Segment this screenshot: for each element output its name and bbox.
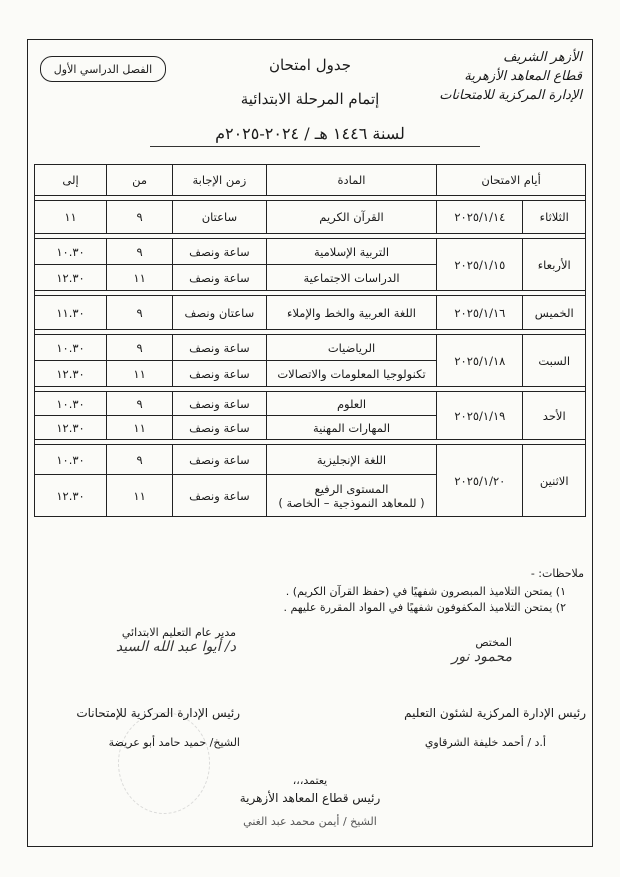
subject-cell: تكنولوجيا المعلومات والاتصالات bbox=[266, 361, 436, 387]
from-cell: ٩ bbox=[107, 335, 173, 361]
to-cell: ١١ bbox=[35, 201, 107, 234]
from-cell: ٩ bbox=[107, 239, 173, 265]
duration-cell: ساعة ونصف bbox=[173, 335, 267, 361]
subject-cell: اللغة العربية والخط والإملاء bbox=[266, 296, 436, 330]
to-cell: ١٠.٣٠ bbox=[35, 335, 107, 361]
specialist-title: المختص bbox=[475, 636, 512, 649]
date-cell: ٢٠٢٥/١/١٤ bbox=[437, 201, 523, 234]
col-from: من bbox=[107, 165, 173, 196]
logo-line-2: قطاع المعاهد الأزهرية bbox=[464, 69, 582, 84]
from-cell: ٩ bbox=[107, 296, 173, 330]
education-head-signature bbox=[346, 706, 586, 749]
from-cell: ١١ bbox=[107, 265, 173, 291]
duration-cell: ساعة ونصف bbox=[173, 475, 267, 517]
from-cell: ١١ bbox=[107, 416, 173, 440]
duration-cell: ساعتان bbox=[173, 201, 267, 234]
director-title: مدير عام التعليم الابتدائي bbox=[121, 626, 236, 639]
to-cell: ١١.٣٠ bbox=[35, 296, 107, 330]
table-row bbox=[35, 335, 586, 361]
from-cell: ١١ bbox=[107, 475, 173, 517]
sector-head-name: الشيخ / أيمن محمد عبد الغني bbox=[243, 815, 377, 828]
subject-cell: اللغة الإنجليزية bbox=[266, 445, 436, 475]
col-subject: المادة bbox=[266, 165, 436, 196]
day-cell: الأربعاء bbox=[523, 239, 586, 291]
note-item: ١) يمتحن التلاميذ المبصرون شفهيًا في (حفظ القرآن الكريم) . bbox=[285, 585, 566, 598]
sector-head-signature bbox=[200, 774, 420, 828]
from-cell: ١١ bbox=[107, 361, 173, 387]
duration-cell: ساعة ونصف bbox=[173, 416, 267, 440]
duration-cell: ساعتان ونصف bbox=[173, 296, 267, 330]
col-duration: زمن الإجابة bbox=[173, 165, 267, 196]
notes-title: ملاحظات: - bbox=[530, 567, 584, 580]
from-cell: ٩ bbox=[107, 201, 173, 234]
table-row bbox=[35, 392, 586, 416]
table-row bbox=[35, 296, 586, 330]
specialist-name: محمود نور bbox=[451, 649, 512, 665]
date-cell: ٢٠٢٥/١/١٩ bbox=[437, 392, 523, 440]
subject-note: ( للمعاهد النموذجية – الخاصة ) bbox=[278, 495, 425, 510]
table-header-row bbox=[35, 165, 586, 196]
day-cell: الاثنين bbox=[523, 445, 586, 517]
exams-head-signature bbox=[40, 706, 240, 749]
duration-cell: ساعة ونصف bbox=[173, 445, 267, 475]
date-cell: ٢٠٢٥/١/٢٠ bbox=[437, 445, 523, 517]
subject-cell: العلوم bbox=[266, 392, 436, 416]
specialist-signature bbox=[392, 636, 512, 665]
from-cell: ٩ bbox=[107, 392, 173, 416]
academic-year: لسنة ١٤٤٦ هـ / ٢٠٢٤-٢٠٢٥م bbox=[215, 124, 405, 143]
logo-line-1: الأزهر الشريف bbox=[503, 50, 582, 65]
exam-schedule-table bbox=[34, 164, 586, 517]
semester-badge: الفصل الدراسي الأول bbox=[40, 56, 166, 82]
notes-section bbox=[24, 566, 584, 616]
duration-cell: ساعة ونصف bbox=[173, 392, 267, 416]
duration-cell: ساعة ونصف bbox=[173, 361, 267, 387]
day-cell: الخميس bbox=[523, 296, 586, 330]
page-subtitle: إتمام المرحلة الابتدائية bbox=[240, 90, 380, 108]
duration-cell: ساعة ونصف bbox=[173, 239, 267, 265]
col-to: إلى bbox=[35, 165, 107, 196]
subject-cell: المهارات المهنية bbox=[266, 416, 436, 440]
approve-label: يعتمد،،، bbox=[292, 774, 328, 787]
subject-cell: الدراسات الاجتماعية bbox=[266, 265, 436, 291]
note-item: ٢) يمتحن التلاميذ المكفوفون شفهيًا في المواد المقررة عليهم . bbox=[283, 601, 566, 614]
director-name: د/ أيوا عبد الله السيد bbox=[115, 639, 236, 655]
from-cell: ٩ bbox=[107, 445, 173, 475]
duration-cell: ساعة ونصف bbox=[173, 265, 267, 291]
day-cell: الأحد bbox=[523, 392, 586, 440]
education-head-title: رئيس الإدارة المركزية لشئون التعليم bbox=[404, 706, 586, 720]
education-head-name: أ.د / أحمد خليفة الشرقاوي bbox=[424, 736, 546, 749]
table-row bbox=[35, 445, 586, 475]
table-row bbox=[35, 201, 586, 234]
to-cell: ١٠.٣٠ bbox=[35, 445, 107, 475]
date-cell: ٢٠٢٥/١/١٦ bbox=[437, 296, 523, 330]
to-cell: ١٠.٣٠ bbox=[35, 392, 107, 416]
table-row bbox=[35, 239, 586, 265]
sector-head-title: رئيس قطاع المعاهد الأزهرية bbox=[239, 791, 381, 805]
subject-cell: القرآن الكريم bbox=[266, 201, 436, 234]
to-cell: ١٢.٣٠ bbox=[35, 361, 107, 387]
exams-head-title: رئيس الإدارة المركزية للإمتحانات bbox=[76, 706, 240, 720]
date-cell: ٢٠٢٥/١/١٨ bbox=[437, 335, 523, 387]
to-cell: ١٢.٣٠ bbox=[35, 475, 107, 517]
director-signature bbox=[56, 626, 236, 655]
to-cell: ١٢.٣٠ bbox=[35, 265, 107, 291]
col-days: أيام الامتحان bbox=[437, 165, 586, 196]
subject-cell bbox=[266, 475, 436, 517]
logo-line-3: الإدارة المركزية للامتحانات bbox=[439, 88, 582, 103]
day-cell: الثلاثاء bbox=[523, 201, 586, 234]
azhar-logo-text bbox=[412, 48, 582, 105]
day-cell: السبت bbox=[523, 335, 586, 387]
subject-cell: الرياضيات bbox=[266, 335, 436, 361]
year-underline bbox=[150, 146, 480, 147]
subject-cell: التربية الإسلامية bbox=[266, 239, 436, 265]
date-cell: ٢٠٢٥/١/١٥ bbox=[437, 239, 523, 291]
exams-head-name: الشيخ/ حميد حامد أبو عريضة bbox=[108, 736, 240, 749]
to-cell: ١٠.٣٠ bbox=[35, 239, 107, 265]
to-cell: ١٢.٣٠ bbox=[35, 416, 107, 440]
subject-name: المستوى الرفيع bbox=[314, 481, 389, 496]
page-title: جدول امتحان bbox=[268, 56, 352, 74]
